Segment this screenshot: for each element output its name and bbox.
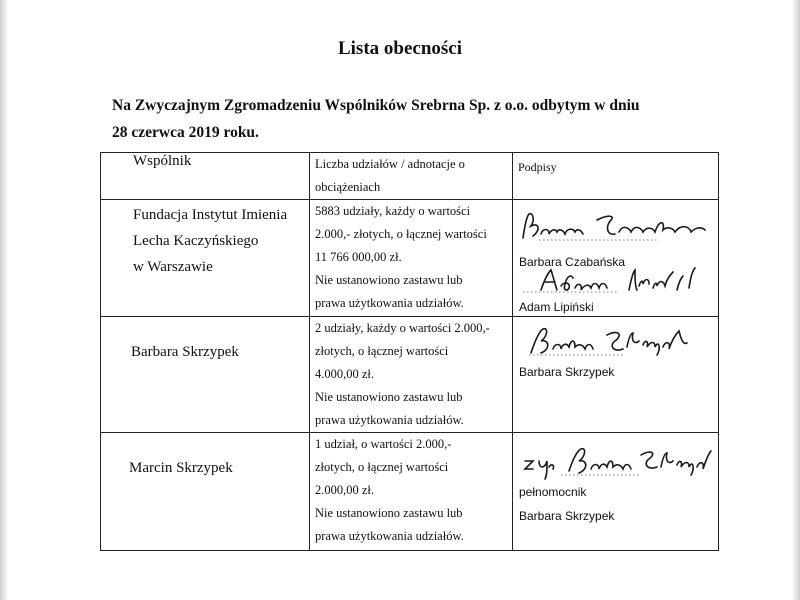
header-shares-line1: Liczba udziałów / adnotacje o <box>315 157 465 171</box>
shares-line: prawa użytkowania udziałów. <box>315 413 464 427</box>
header-shares-line2: obciążeniach <box>315 180 381 194</box>
shares-line: 4.000,00 zł. <box>315 367 375 381</box>
signatory-label: Adam Lipiński <box>519 300 594 314</box>
shareholder-name-line: Marcin Skrzypek <box>129 460 233 476</box>
shares-cell <box>310 433 513 551</box>
shareholder-name-line: Fundacja Instytut Imienia <box>133 207 288 223</box>
table-header-row <box>101 153 719 200</box>
table-row <box>101 433 719 551</box>
shares-line: 11 766 000,00 zł. <box>315 250 402 264</box>
shares-line: prawa użytkowania udziałów. <box>315 296 464 310</box>
header-shareholder <box>101 153 310 200</box>
shares-line: 2.000,00 zł. <box>315 483 375 497</box>
shareholder-cell <box>101 200 310 317</box>
signature-cell <box>513 317 719 433</box>
page-edge-right <box>792 0 800 600</box>
shares-line: Nie ustanowiono zastawu lub <box>315 506 463 520</box>
meeting-heading-line2: 28 czerwca 2019 roku. <box>112 124 259 141</box>
document-title: Lista obecności <box>337 38 463 59</box>
shares-line: 5883 udziały, każdy o wartości <box>315 204 471 218</box>
shares-line: Nie ustanowiono zastawu lub <box>315 273 463 287</box>
shares-line: Nie ustanowiono zastawu lub <box>315 390 463 404</box>
handwritten-signature-czabanska <box>519 206 719 250</box>
handwritten-signature-skrzypek <box>523 323 713 363</box>
shares-cell <box>310 200 513 317</box>
shareholder-name-line: Barbara Skrzypek <box>131 344 239 360</box>
meeting-heading <box>112 95 712 144</box>
shareholder-name-line: w Warszawie <box>133 259 213 275</box>
shareholder-name-line: Lecha Kaczyńskiego <box>133 233 259 249</box>
header-signatures <box>513 153 719 200</box>
signatory-label: Barbara Skrzypek <box>519 365 615 379</box>
signature-cell <box>513 200 719 317</box>
handwritten-signature-lipinski <box>519 264 709 298</box>
signatory-label: Barbara Czabańska <box>519 255 626 269</box>
header-shares <box>310 153 513 200</box>
meeting-heading-line1: Na Zwyczajnym Zgromadzeniu Wspólników Srebrna Sp. z o.o. odbytym w dniu <box>112 97 640 114</box>
shareholder-cell <box>101 317 310 433</box>
signatory-role: pełnomocnik <box>519 485 587 499</box>
shares-line: prawa użytkowania udziałów. <box>315 529 464 543</box>
shares-line: 2.000,- złotych, o łącznej wartości <box>315 227 487 241</box>
shares-line: złotych, o łącznej wartości <box>315 460 449 474</box>
header-shareholder-label: Wspólnik <box>133 153 192 169</box>
shareholder-cell <box>101 433 310 551</box>
shares-line: 2 udziały, każdy o wartości 2.000,- <box>315 321 490 335</box>
table-row <box>101 317 719 433</box>
signatory-label: Barbara Skrzypek <box>519 509 615 523</box>
signature-cell <box>513 433 719 551</box>
attendance-table <box>100 152 719 551</box>
shares-line: 1 udział, o wartości 2.000,- <box>315 437 452 451</box>
header-signatures-label: Podpisy <box>518 160 557 174</box>
handwritten-signature-proxy-skrzypek <box>521 445 715 485</box>
table-row <box>101 200 719 317</box>
page-edge-left <box>0 0 8 600</box>
shares-cell <box>310 317 513 433</box>
shares-line: złotych, o łącznej wartości <box>315 344 449 358</box>
